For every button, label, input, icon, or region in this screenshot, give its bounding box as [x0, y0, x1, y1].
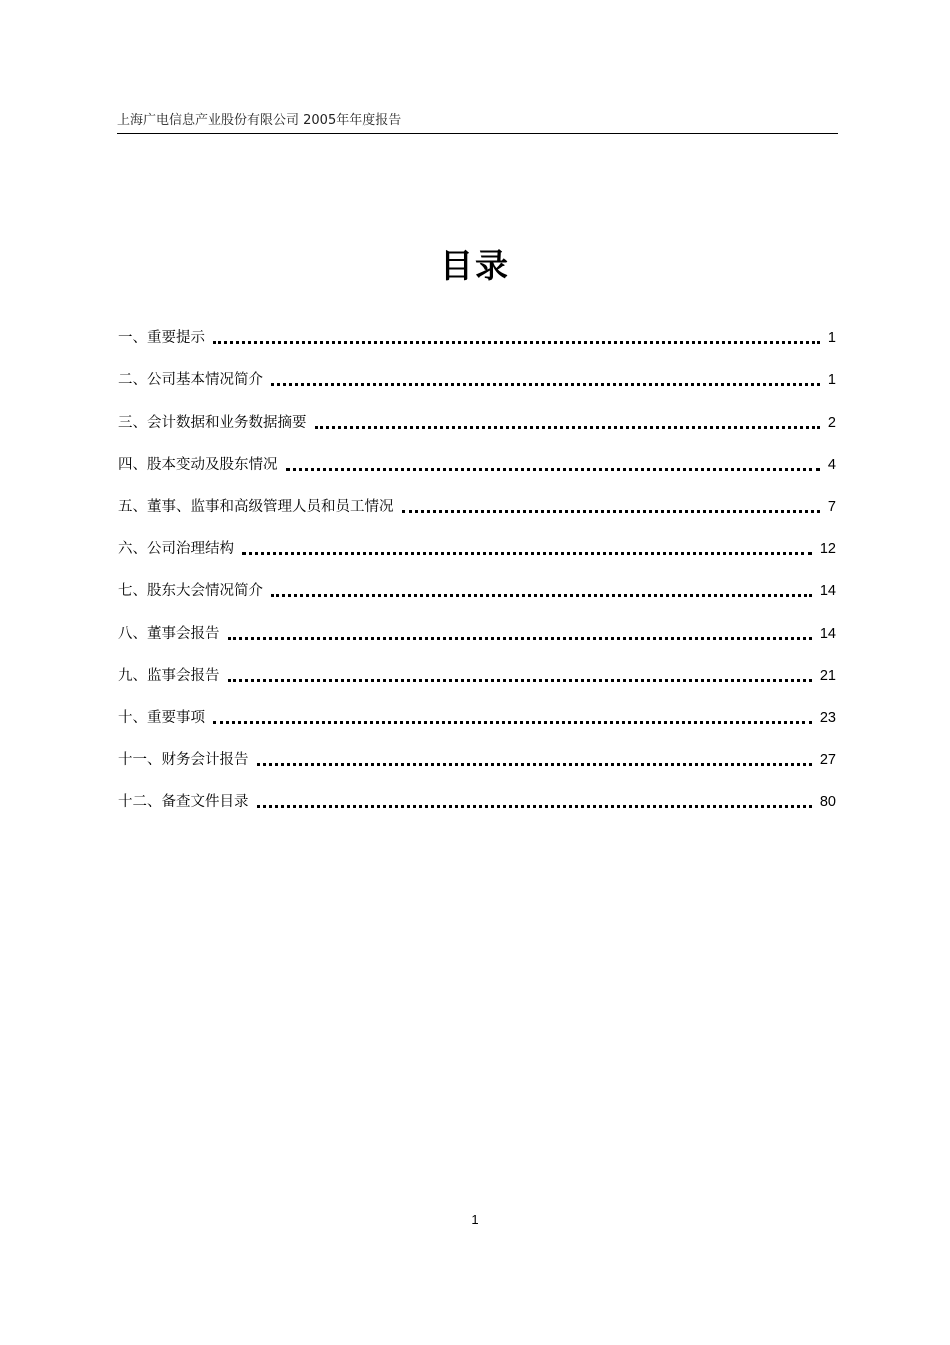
table-of-contents: [118, 308, 836, 814]
toc-entry-board-report[interactable]: [118, 603, 836, 645]
toc-entry-company-profile[interactable]: [118, 350, 836, 392]
toc-leader-dots: [228, 679, 812, 682]
toc-entry-page: 27: [819, 752, 836, 769]
toc-entry-page: 1: [827, 330, 836, 347]
toc-leader-dots: [315, 426, 820, 429]
toc-entry-label: 七、股东大会情况简介: [118, 583, 263, 600]
toc-entry-important-notice[interactable]: [118, 308, 836, 350]
toc-entry-label: 八、董事会报告: [118, 625, 220, 642]
toc-entry-page: 1: [827, 372, 836, 389]
toc-leader-dots: [271, 383, 820, 386]
toc-entry-share-capital[interactable]: [118, 435, 836, 477]
toc-leader-dots: [242, 552, 812, 555]
toc-entry-label: 三、会计数据和业务数据摘要: [118, 414, 307, 431]
toc-entry-page: 4: [827, 456, 836, 473]
header-title: 上海广电信息产业股份有限公司 2005年年度报告: [117, 113, 402, 128]
toc-entry-page: 7: [827, 498, 836, 515]
toc-entry-label: 九、监事会报告: [118, 667, 220, 684]
toc-entry-label: 十一、财务会计报告: [118, 752, 249, 769]
toc-leader-dots: [213, 341, 820, 344]
toc-entry-directors-staff[interactable]: [118, 477, 836, 519]
toc-entry-page: 21: [819, 667, 836, 684]
toc-entry-corporate-governance[interactable]: [118, 519, 836, 561]
page-number: 1: [471, 1212, 479, 1227]
toc-entry-label: 五、董事、监事和高级管理人员和员工情况: [118, 498, 394, 515]
toc-entry-label: 一、重要提示: [118, 330, 205, 347]
toc-entry-significant-events[interactable]: [118, 688, 836, 730]
toc-leader-dots: [271, 594, 812, 597]
toc-leader-dots: [402, 510, 820, 513]
toc-entry-page: 80: [819, 794, 836, 811]
toc-entry-page: 14: [819, 583, 836, 600]
toc-entry-accounting-data[interactable]: [118, 392, 836, 434]
toc-leader-dots: [228, 637, 812, 640]
toc-leader-dots: [257, 805, 812, 808]
toc-entry-label: 四、股本变动及股东情况: [118, 456, 278, 473]
toc-entry-label: 十、重要事项: [118, 709, 205, 726]
running-header: [117, 112, 838, 134]
toc-entry-page: 23: [819, 709, 836, 726]
toc-entry-reference-documents[interactable]: [118, 772, 836, 814]
toc-entry-supervisory-report[interactable]: [118, 646, 836, 688]
toc-entry-page: 14: [819, 625, 836, 642]
toc-entry-label: 二、公司基本情况简介: [118, 372, 263, 389]
toc-leader-dots: [286, 468, 820, 471]
toc-leader-dots: [213, 721, 812, 724]
page-title: 目录: [440, 246, 510, 286]
toc-entry-label: 六、公司治理结构: [118, 541, 234, 558]
toc-entry-page: 12: [819, 541, 836, 558]
toc-entry-financial-report[interactable]: [118, 730, 836, 772]
toc-leader-dots: [257, 763, 812, 766]
toc-entry-label: 十二、备查文件目录: [118, 794, 249, 811]
toc-entry-page: 2: [827, 414, 836, 431]
toc-entry-shareholders-meeting[interactable]: [118, 561, 836, 603]
